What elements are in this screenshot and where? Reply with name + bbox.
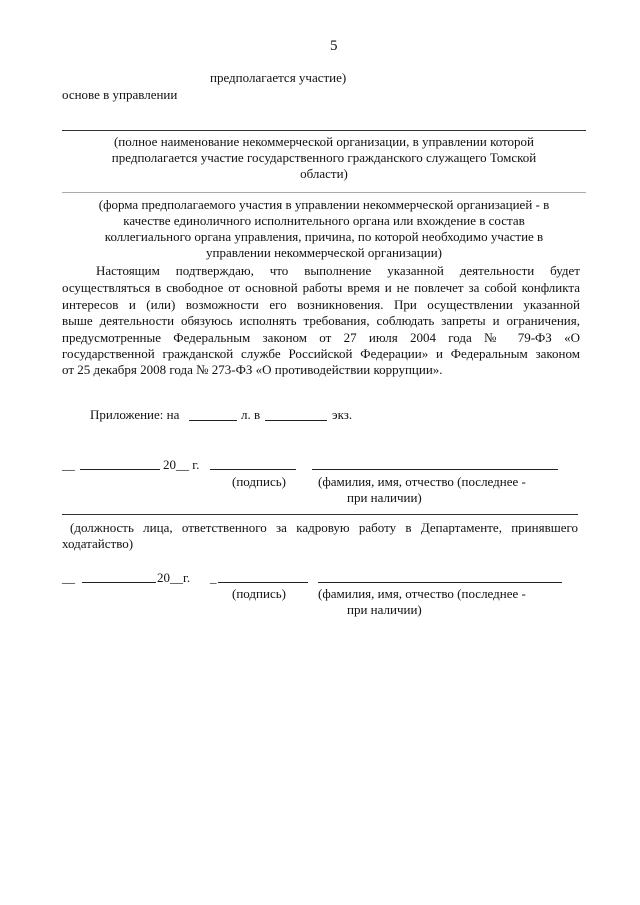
attachment-suffix: экз.	[332, 407, 353, 422]
date-prefix-1: __	[62, 457, 75, 472]
org-caption	[62, 134, 586, 182]
form-caption	[62, 197, 586, 261]
fio-caption-1-line1: (фамилия, имя, отчество (последнее -	[318, 474, 526, 489]
signature-caption-2: (подпись)	[232, 586, 286, 601]
date-prefix-2: __	[62, 570, 75, 585]
org-caption-line: области)	[300, 166, 348, 181]
attachment-middle: л. в	[241, 407, 261, 422]
position-caption-line: (должность лица, ответственного за кадровую работу в Департаменте, принявшего	[70, 520, 578, 535]
paragraph-line: выше деятельности обязуюсь исполнять требования, соблюдать запреты и ограничения,	[62, 313, 580, 328]
page-number: 5	[330, 38, 338, 54]
signature-blank-2	[218, 582, 308, 583]
form-caption-line: коллегиального органа управления, причина, по которой необходимо участие в	[104, 229, 544, 244]
fio-blank-2	[318, 582, 562, 583]
year-label-1: 20__ г.	[163, 457, 200, 472]
form-caption-line: управлении некоммерческой организации)	[206, 245, 442, 260]
fio-blank-1	[312, 469, 558, 470]
top-line-2: основе в управлении	[62, 87, 178, 102]
fio-caption-1-line2: при наличии)	[347, 490, 422, 505]
year-label-2: 20__г.	[157, 570, 191, 585]
attachment-pages-blank	[189, 420, 237, 421]
attachment-prefix: Приложение: на	[90, 407, 180, 422]
position-caption-line: ходатайство)	[62, 536, 134, 551]
dash-2: _	[210, 570, 217, 585]
position-line	[62, 514, 578, 515]
paragraph-line: государственной гражданской службе Российской Федерации» и Федеральным законом	[62, 346, 580, 361]
org-name-line	[62, 130, 586, 131]
paragraph-line: предусмотренные Федеральным законом от 27 июля 2004 года № 79-ФЗ «О	[62, 330, 580, 345]
top-line-1: предполагается участие)	[210, 70, 347, 85]
form-line	[62, 192, 586, 193]
paragraph-line: осуществляться в свободное от основной работы время и не повлечет за собой конфликта	[62, 280, 580, 295]
paragraph-line: интересов и (или) возможности его возникновения. При осуществлении указанной	[62, 297, 580, 312]
signature-blank-1	[210, 469, 296, 470]
attachment-copies-blank	[265, 420, 327, 421]
org-caption-line: предполагается участие государственного гражданского служащего Томской	[111, 150, 537, 165]
org-caption-line: (полное наименование некоммерческой организации, в управлении которой	[113, 134, 535, 149]
fio-caption-2-line1: (фамилия, имя, отчество (последнее -	[318, 586, 526, 601]
paragraph-line: Настоящим подтверждаю, что выполнение указанной деятельности будет	[96, 263, 580, 278]
form-caption-line: качестве единоличного исполнительного органа или вхождение в состав	[123, 213, 525, 228]
paragraph-line: от 25 декабря 2008 года № 273-ФЗ «О противодействии коррупции».	[62, 362, 443, 377]
date-blank-1	[80, 469, 160, 470]
fio-caption-2-line2: при наличии)	[347, 602, 422, 617]
signature-caption-1: (подпись)	[232, 474, 286, 489]
date-blank-2	[82, 582, 156, 583]
form-caption-line: (форма предполагаемого участия в управлении некоммерческой организацией - в	[98, 197, 550, 212]
